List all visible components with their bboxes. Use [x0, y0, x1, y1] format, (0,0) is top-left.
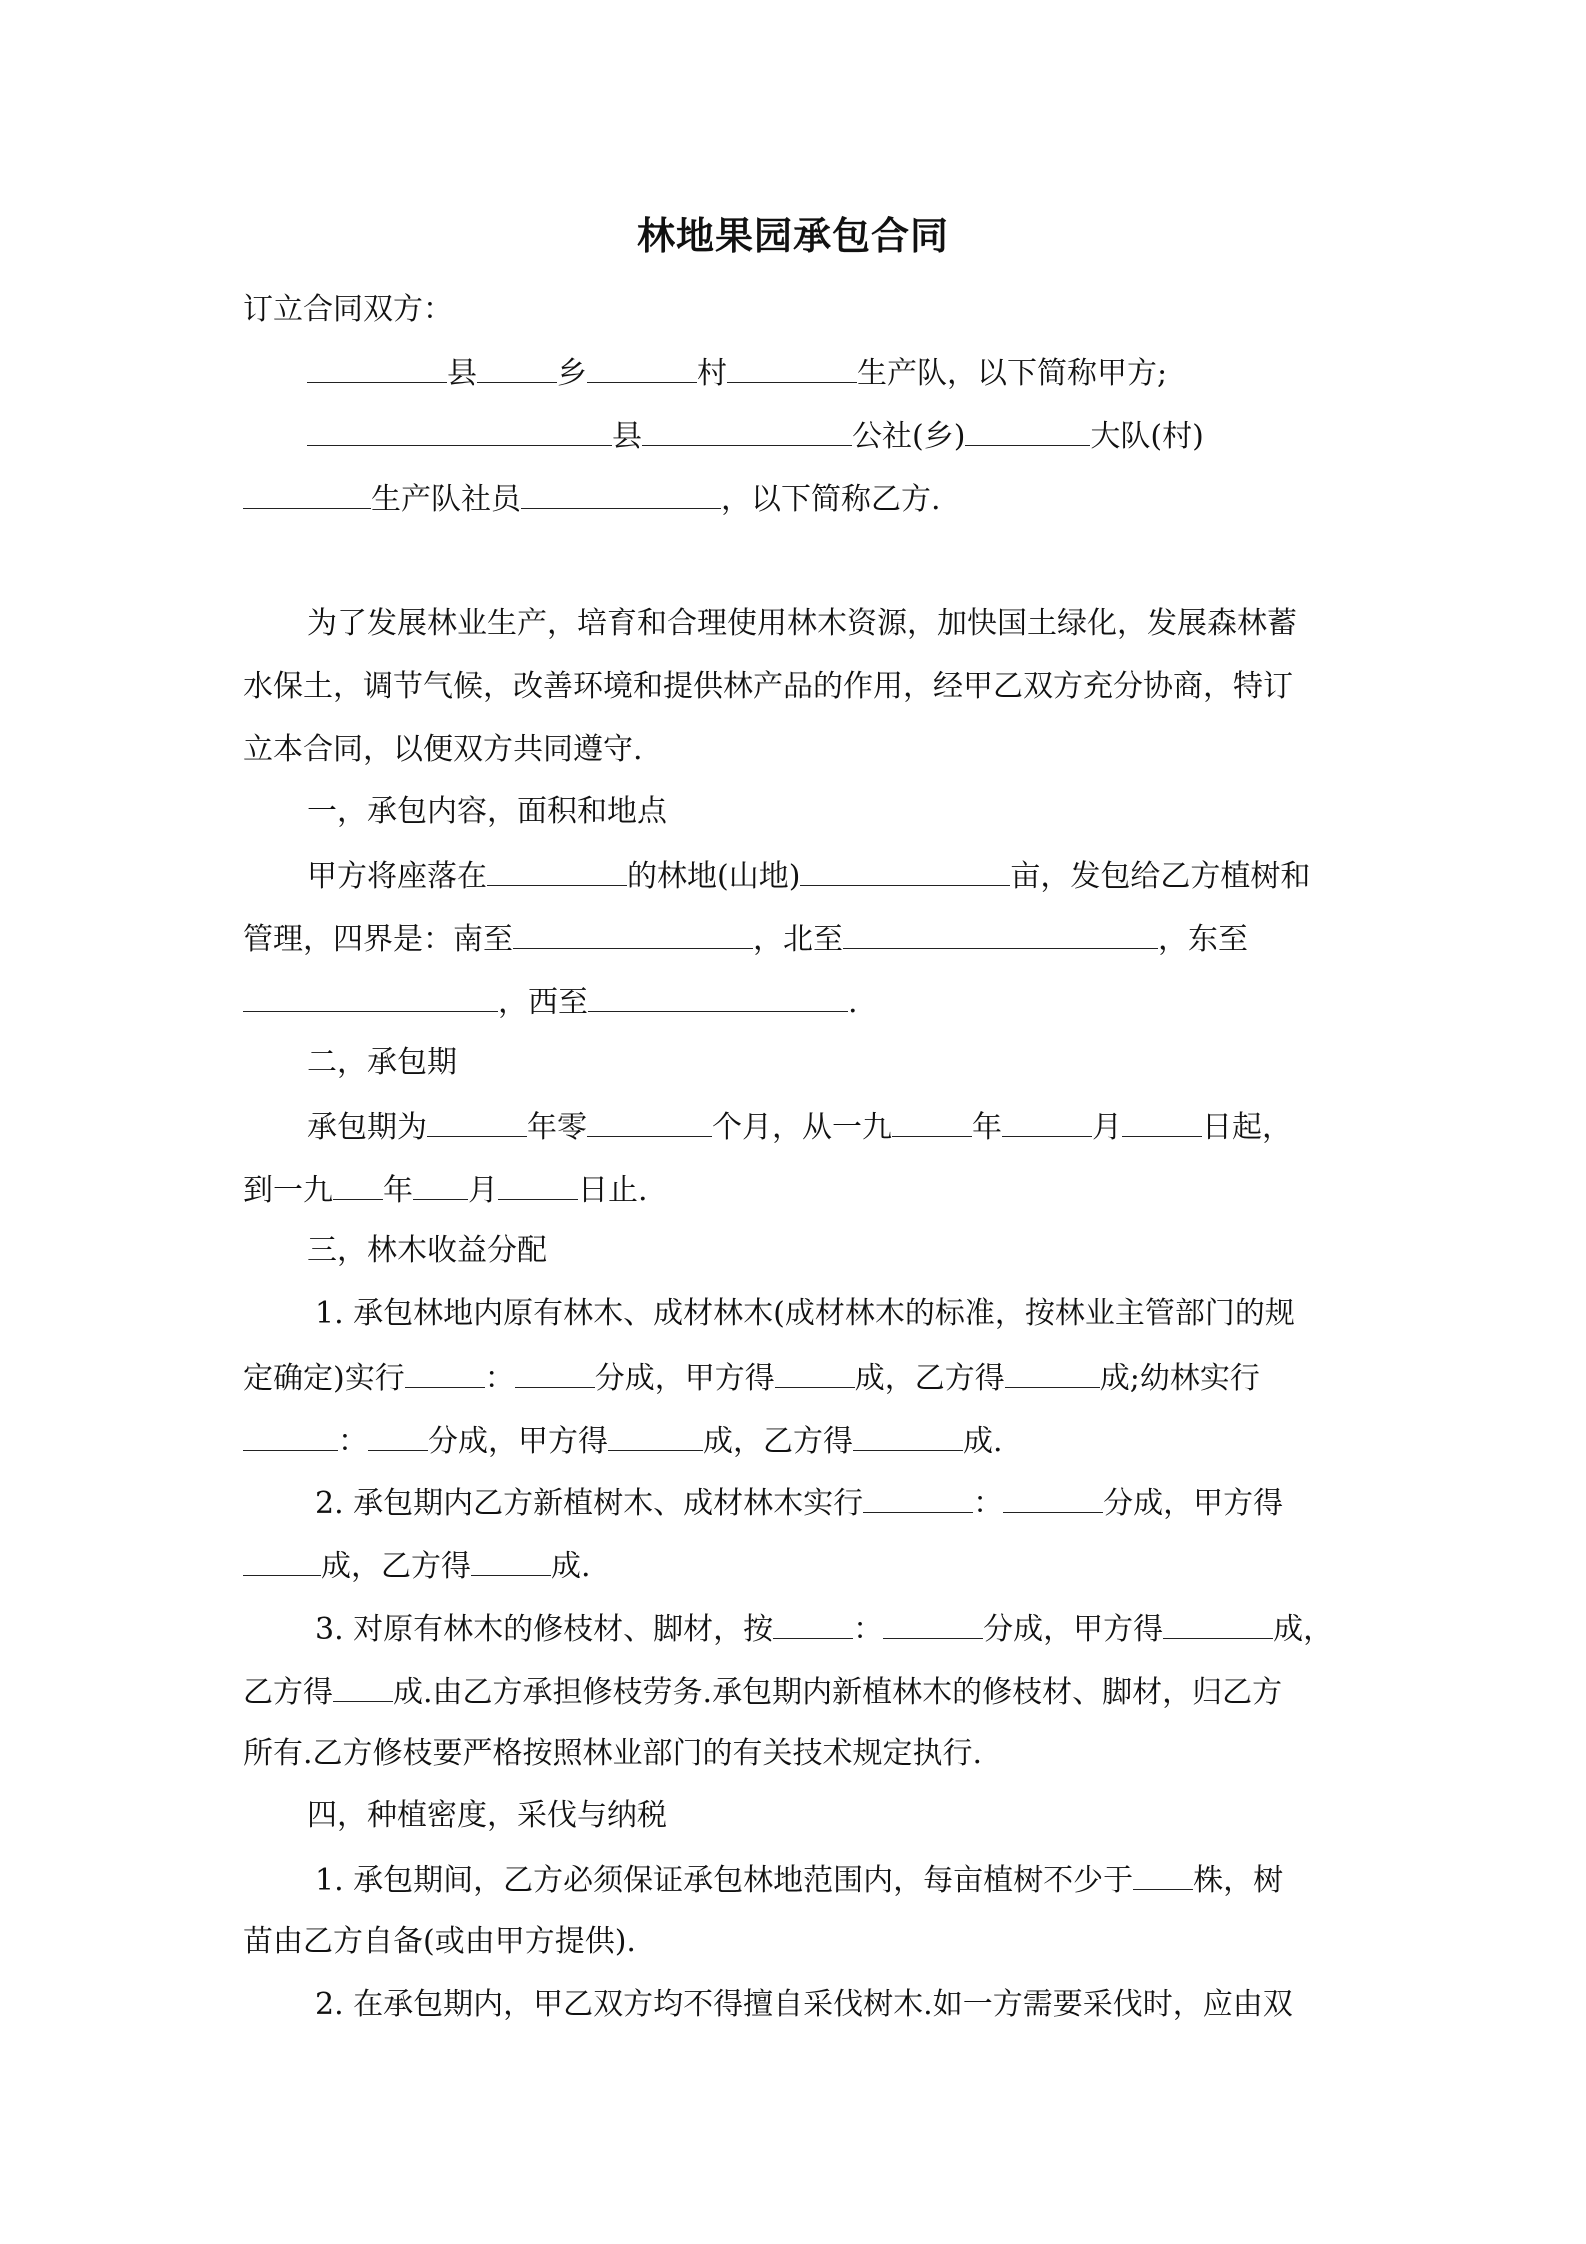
fill-blank[interactable] — [307, 415, 612, 446]
fill-blank[interactable] — [333, 1671, 393, 1702]
text-line: 1. 承包林地内原有林木、成材林木(成材林木的标准，按林业主管部门的规 — [315, 1296, 1295, 1331]
text-line: 苗由乙方自备(或由甲方提供). — [243, 1924, 636, 1959]
fill-blank[interactable] — [427, 1106, 527, 1137]
fill-blank[interactable] — [800, 855, 1010, 886]
section-heading: 一，承包内容，面积和地点 — [307, 794, 667, 829]
text-line: ，西至 . — [243, 981, 858, 1023]
text-line: 为了发展林业生产，培育和合理使用林木资源，加快国土绿化，发展森林蓄 — [307, 606, 1297, 641]
fill-blank[interactable] — [588, 981, 848, 1012]
fill-blank[interactable] — [853, 1420, 963, 1451]
fill-blank[interactable] — [642, 415, 852, 446]
fill-blank[interactable] — [1122, 1106, 1202, 1137]
text-line: 水保土，调节气候，改善环境和提供林产品的作用，经甲乙双方充分协商，特订 — [243, 669, 1293, 704]
fill-blank[interactable] — [608, 1420, 703, 1451]
fill-blank[interactable] — [243, 981, 498, 1012]
text-line: 3. 对原有林木的修枝材、脚材，按 ： 分成，甲方得 成， — [315, 1608, 1333, 1650]
text-line: 2. 在承包期内，甲乙双方均不得擅自采伐树木.如一方需要采伐时，应由双 — [315, 1987, 1293, 2022]
fill-blank[interactable] — [471, 1545, 551, 1576]
fill-blank[interactable] — [892, 1106, 972, 1137]
text-line: 到一九 年 月 日止. — [243, 1169, 648, 1211]
text-line: 乙方得 成.由乙方承担修枝劳务.承包期内新植林木的修枝材、脚材，归乙方 — [243, 1671, 1282, 1713]
fill-blank[interactable] — [487, 855, 627, 886]
fill-blank[interactable] — [1003, 1482, 1103, 1513]
text-line: 生产队社员 ，以下简称乙方. — [243, 478, 941, 520]
section-heading: 二，承包期 — [307, 1045, 457, 1080]
text-line: 承包期为 年零 个月，从一九 年 月 日起， — [307, 1106, 1292, 1148]
fill-blank[interactable] — [368, 1420, 428, 1451]
fill-blank[interactable] — [773, 1608, 853, 1639]
fill-blank[interactable] — [521, 478, 721, 509]
text-line: 订立合同双方： — [243, 292, 453, 327]
fill-blank[interactable] — [477, 352, 557, 383]
text-line: 县 乡 村 生产队，以下简称甲方; — [307, 352, 1167, 394]
fill-blank[interactable] — [333, 1169, 383, 1200]
fill-blank[interactable] — [413, 1169, 468, 1200]
fill-blank[interactable] — [405, 1357, 485, 1388]
fill-blank[interactable] — [1005, 1357, 1100, 1388]
fill-blank[interactable] — [883, 1608, 983, 1639]
fill-blank[interactable] — [243, 1545, 321, 1576]
text-line: 县 公社(乡) 大队(村) — [307, 415, 1204, 457]
text-line: 1. 承包期间，乙方必须保证承包林地范围内，每亩植树不少于 株，树 — [315, 1859, 1283, 1901]
fill-blank[interactable] — [515, 1357, 595, 1388]
text-line: 定确定)实行 ： 分成，甲方得 成，乙方得 成;幼林实行 — [243, 1357, 1260, 1399]
fill-blank[interactable] — [1002, 1106, 1092, 1137]
document-title: 林地果园承包合同 — [636, 214, 949, 258]
section-heading: 四，种植密度，采伐与纳税 — [307, 1798, 667, 1833]
fill-blank[interactable] — [843, 918, 1158, 949]
fill-blank[interactable] — [243, 478, 371, 509]
fill-blank[interactable] — [587, 352, 697, 383]
text-line: 甲方将座落在 的林地(山地) 亩，发包给乙方植树和 — [307, 855, 1310, 897]
fill-blank[interactable] — [587, 1106, 712, 1137]
fill-blank[interactable] — [1133, 1859, 1193, 1890]
fill-blank[interactable] — [965, 415, 1090, 446]
text-line: 2. 承包期内乙方新植树木、成材林木实行 ： 分成，甲方得 — [315, 1482, 1283, 1524]
section-heading: 三，林木收益分配 — [307, 1233, 547, 1268]
fill-blank[interactable] — [863, 1482, 973, 1513]
text-line: 成，乙方得 成. — [243, 1545, 591, 1587]
fill-blank[interactable] — [498, 1169, 578, 1200]
text-line: 所有.乙方修枝要严格按照林业部门的有关技术规定执行. — [243, 1736, 983, 1771]
fill-blank[interactable] — [1163, 1608, 1273, 1639]
text-line: 立本合同，以便双方共同遵守. — [243, 732, 643, 767]
text-line: ： 分成，甲方得 成，乙方得 成. — [243, 1420, 1003, 1462]
fill-blank[interactable] — [243, 1420, 338, 1451]
fill-blank[interactable] — [727, 352, 857, 383]
text-line: 管理，四界是：南至 ，北至 ，东至 — [243, 918, 1248, 960]
fill-blank[interactable] — [307, 352, 447, 383]
fill-blank[interactable] — [775, 1357, 855, 1388]
fill-blank[interactable] — [513, 918, 753, 949]
